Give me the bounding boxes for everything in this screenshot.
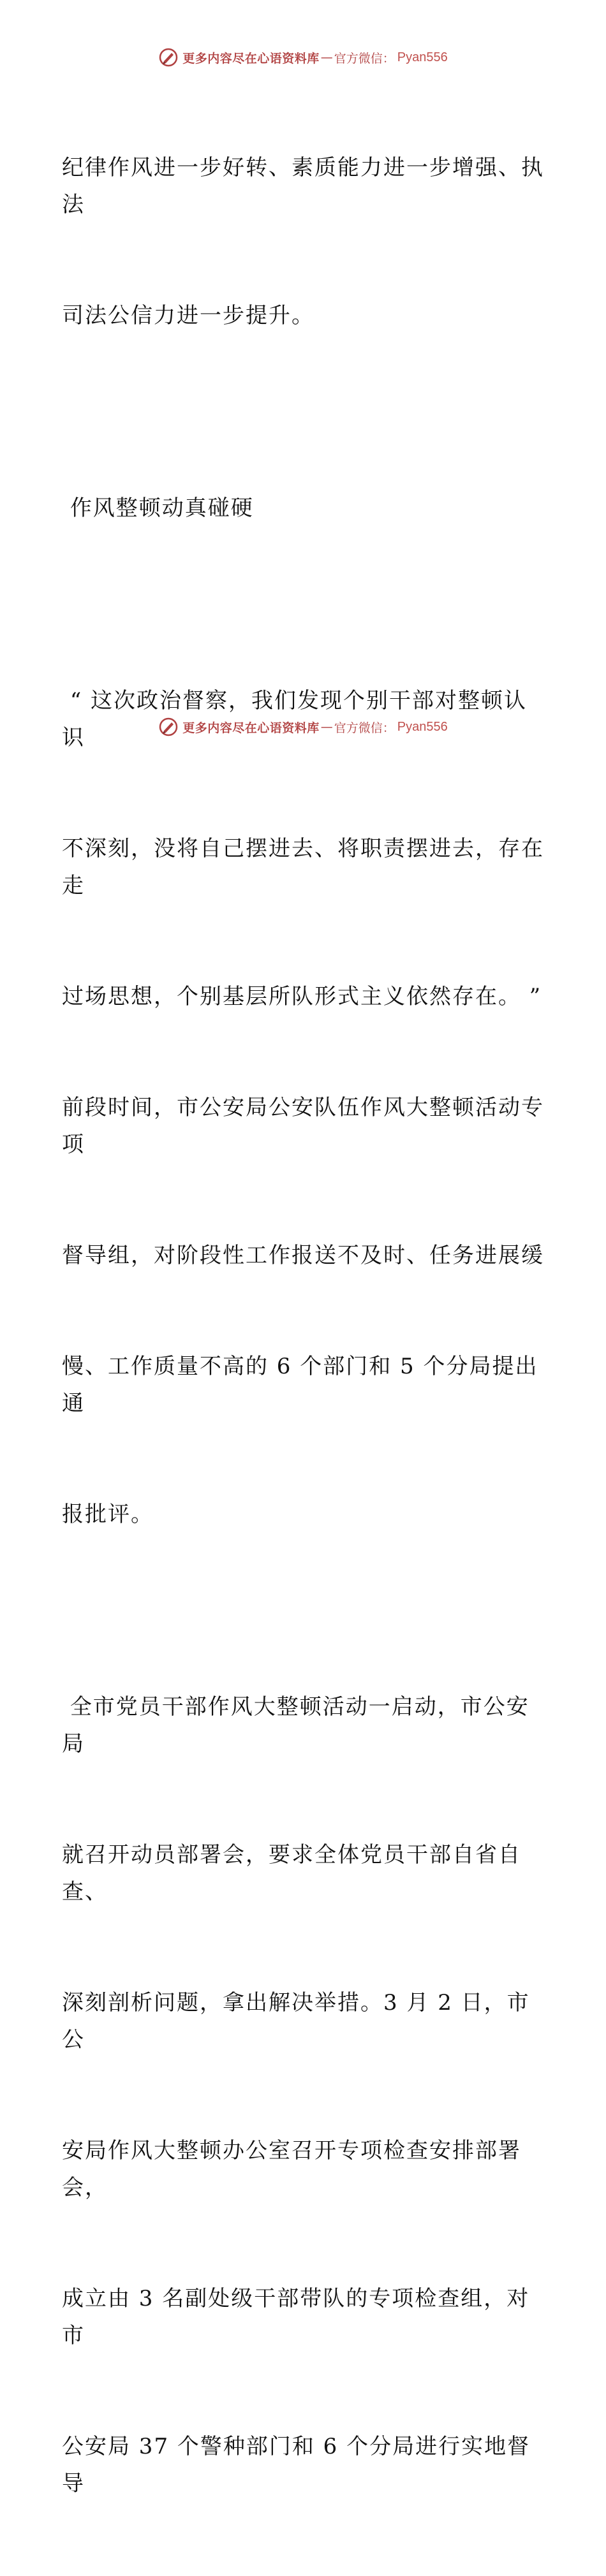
text-line: “ 这次政治督察，我们发现个别干部对整顿认识 <box>62 688 528 750</box>
banner-site-text: 更多内容尽在心语资料库 <box>182 721 320 735</box>
banner-dash: — <box>320 50 333 64</box>
section-heading <box>62 416 544 601</box>
paragraph-campaign-launch <box>62 1614 544 2576</box>
text-line: 过场思想，个别基层所队形式主义依然存在。 ” <box>62 984 542 1009</box>
text-line: 安局作风大整顿办公室召开专项检查安排部署会， <box>62 2138 521 2200</box>
banner-dash: — <box>320 720 333 734</box>
banner-wechat-label: 官方微信： <box>334 51 395 66</box>
text-line: 全市党员干部作风大整顿活动一启动，市公安局 <box>62 1694 529 1757</box>
document-body <box>62 75 544 2576</box>
text-line: 督导组，对阶段性工作报送不及时、任务进展缓 <box>62 1243 544 1268</box>
banner-wechat-label: 官方微信： <box>334 721 395 735</box>
pen-circle-logo-icon <box>158 717 179 737</box>
heading-line: 作风整顿动真碰硬 <box>62 495 254 521</box>
text-line: 纪律作风进一步好转、素质能力进一步增强、执法 <box>62 155 544 217</box>
text-line: 成立由 3 名副处级干部带队的专项检查组，对市 <box>62 2286 530 2348</box>
text-line: 不深刻，没将自己摆进去、将职责摆进去，存在走 <box>62 836 544 898</box>
paragraph-inspection-quote <box>62 608 544 1607</box>
footer-banner <box>0 714 606 740</box>
paragraph-intro-tail <box>62 75 544 408</box>
header-banner <box>0 45 606 70</box>
text-line: 前段时间，市公安局公安队伍作风大整顿活动专项 <box>62 1095 544 1157</box>
banner-site-text: 更多内容尽在心语资料库 <box>182 51 320 66</box>
pen-circle-logo-icon <box>158 47 179 68</box>
banner-wechat-id: Pyan556 <box>397 719 448 734</box>
banner-wechat-id: Pyan556 <box>397 50 448 64</box>
text-line: 深刻剖析问题，拿出解决举措。3 月 2 日，市公 <box>62 1990 530 2053</box>
text-line: 报批评。 <box>62 1502 154 1527</box>
text-line: 司法公信力进一步提升。 <box>62 303 314 328</box>
text-line: 慢、工作质量不高的 6 个部门和 5 个分局提出通 <box>62 1354 538 1416</box>
text-line: 公安局 37 个警种部门和 6 个分局进行实地督导 <box>62 2434 531 2496</box>
text-line: 就召开动员部署会，要求全体党员干部自省自查、 <box>62 1842 521 1905</box>
